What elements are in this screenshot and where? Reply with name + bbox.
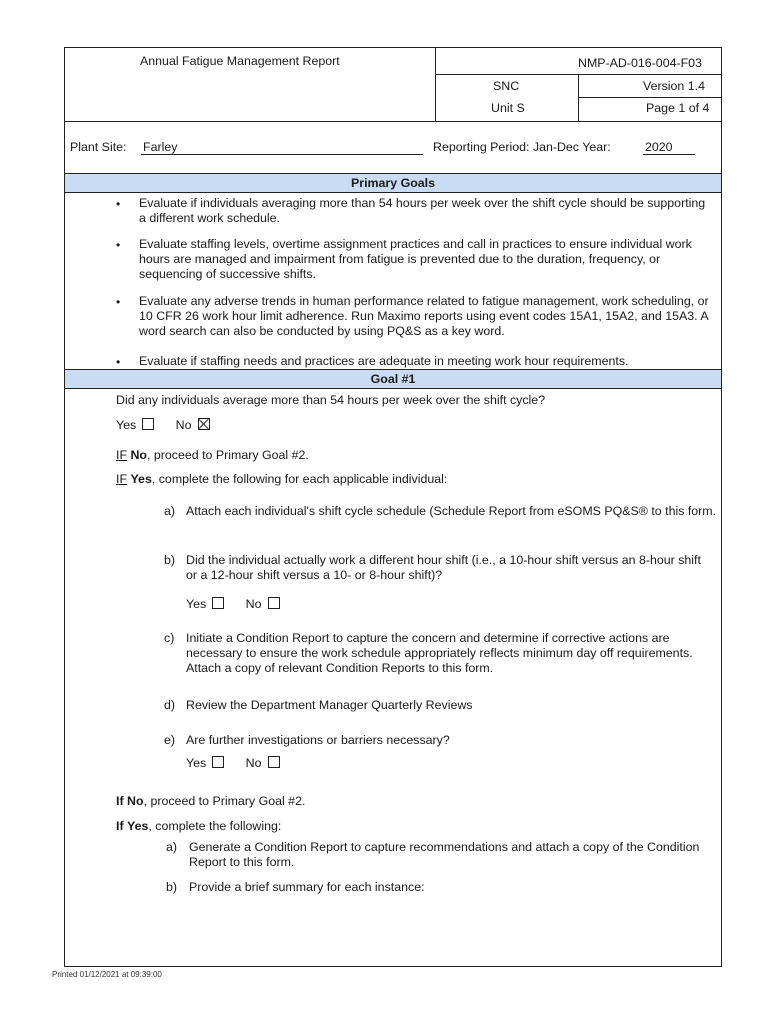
no-bold: No — [130, 448, 147, 462]
step-b-answer-row — [186, 597, 280, 612]
step-c-text: Initiate a Condition Report to capture the concern and determine if corrective actions are necessary to ensure the work schedule appropriately reflects minimum day off requirements. Attach a copy of relevant Condition Reports to this form. — [186, 631, 693, 675]
no-bold: No — [127, 794, 144, 808]
bullet-icon: • — [116, 355, 121, 369]
form-title: Annual Fatigue Management Report — [140, 54, 340, 68]
step-e-answer-row — [186, 756, 280, 771]
if2-yes-instruction — [116, 819, 281, 834]
primary-goal-item: Evaluate staffing levels, overtime assignment practices and call in practices to ensure individual work hours are managed and impairment from fatigue is prevented due to the duration, frequency, or sequencing of successive shifts. — [139, 237, 692, 281]
if-label: IF — [116, 448, 128, 462]
step-b-text: Did the individual actually work a different hour shift (i.e., a 10-hour shift versus an 8-hour shift or a 12-hour shift versus a 10- or 8-hour shift)? — [186, 553, 701, 582]
if2-yes-text: , complete the following: — [148, 819, 282, 833]
if-no-instruction — [116, 448, 309, 463]
unit: Unit S — [491, 101, 525, 115]
if-label: IF — [116, 472, 128, 486]
primary-goals-heading: Primary Goals — [65, 173, 721, 193]
bullet-icon: • — [116, 295, 121, 309]
step-letter: d) — [164, 698, 176, 712]
no-checkbox[interactable] — [268, 756, 280, 768]
step-letter: b) — [166, 880, 178, 894]
plant-site-value: Farley — [143, 140, 178, 154]
step-e-text: Are further investigations or barriers necessary? — [186, 733, 450, 747]
plant-site-label: Plant Site: — [70, 140, 127, 154]
header-bottom-line — [64, 121, 722, 122]
if-label: If — [116, 794, 124, 808]
reporting-year-line — [643, 154, 695, 155]
if2-no-text: , proceed to Primary Goal #2. — [143, 794, 306, 808]
no-label: No — [175, 418, 192, 432]
no-label: No — [245, 597, 262, 611]
primary-goal-item: Evaluate any adverse trends in human performance related to fatigue management, work scheduling, or 10 CFR 26 work hour limit adherence. Run Maximo reports using event codes 15A1, 15A2, and 15A3. A word search can also be conducted by using PQ&S as a key word. — [139, 294, 709, 338]
goal1-heading: Goal #1 — [65, 369, 721, 389]
version: Version 1.4 — [643, 79, 705, 93]
yes-bold: Yes — [130, 472, 152, 486]
no-checkbox[interactable] — [198, 418, 210, 430]
printed-timestamp: Printed 01/12/2021 at 09:39:00 — [52, 970, 162, 979]
step-d-text: Review the Department Manager Quarterly Reviews — [186, 698, 473, 712]
header-row-line — [578, 97, 722, 98]
bullet-icon: • — [116, 197, 121, 211]
step-letter: e) — [164, 733, 176, 747]
yes-checkbox[interactable] — [142, 418, 154, 430]
goal1-question: Did any individuals average more than 54 hours per week over the shift cycle? — [116, 393, 546, 407]
primary-goal-item: Evaluate if staffing needs and practices are adequate in meeting work hour requirements. — [139, 354, 629, 368]
final-step-a-text: Generate a Condition Report to capture recommendations and attach a copy of the Condition Report to this form. — [189, 840, 700, 869]
if-yes-text: , complete the following for each applicable individual: — [151, 472, 448, 486]
yes-label: Yes — [116, 418, 137, 432]
company: SNC — [493, 79, 520, 93]
final-step-b-text: Provide a brief summary for each instance: — [189, 880, 425, 894]
step-letter: a) — [164, 504, 176, 518]
header-divider — [435, 47, 436, 121]
header-divider — [578, 74, 579, 121]
step-letter: c) — [164, 631, 175, 645]
yes-label: Yes — [186, 597, 207, 611]
bullet-icon: • — [116, 238, 121, 252]
if-label: If — [116, 819, 124, 833]
yes-checkbox[interactable] — [212, 597, 224, 609]
page-number: Page 1 of 4 — [646, 101, 710, 115]
yes-checkbox[interactable] — [212, 756, 224, 768]
yes-bold: Yes — [127, 819, 149, 833]
reporting-year: 2020 — [645, 140, 673, 154]
if2-no-instruction — [116, 794, 305, 809]
goal1-answer-row — [116, 418, 210, 433]
primary-goal-item: Evaluate if individuals averaging more than 54 hours per week over the shift cycle should be supporting a different work schedule. — [139, 196, 706, 225]
yes-label: Yes — [186, 756, 207, 770]
no-label: No — [245, 756, 262, 770]
doc-number: NMP-AD-016-004-F03 — [578, 56, 702, 70]
no-checkbox[interactable] — [268, 597, 280, 609]
plant-site-line — [141, 154, 423, 155]
if-yes-instruction — [116, 472, 447, 487]
if-no-text: , proceed to Primary Goal #2. — [147, 448, 309, 462]
step-letter: b) — [164, 553, 176, 567]
step-letter: a) — [166, 840, 178, 854]
reporting-period-label: Reporting Period: Jan-Dec Year: — [433, 140, 611, 154]
step-a-text: Attach each individual's shift cycle schedule (Schedule Report from eSOMS PQ&S® to this form. — [186, 504, 717, 518]
